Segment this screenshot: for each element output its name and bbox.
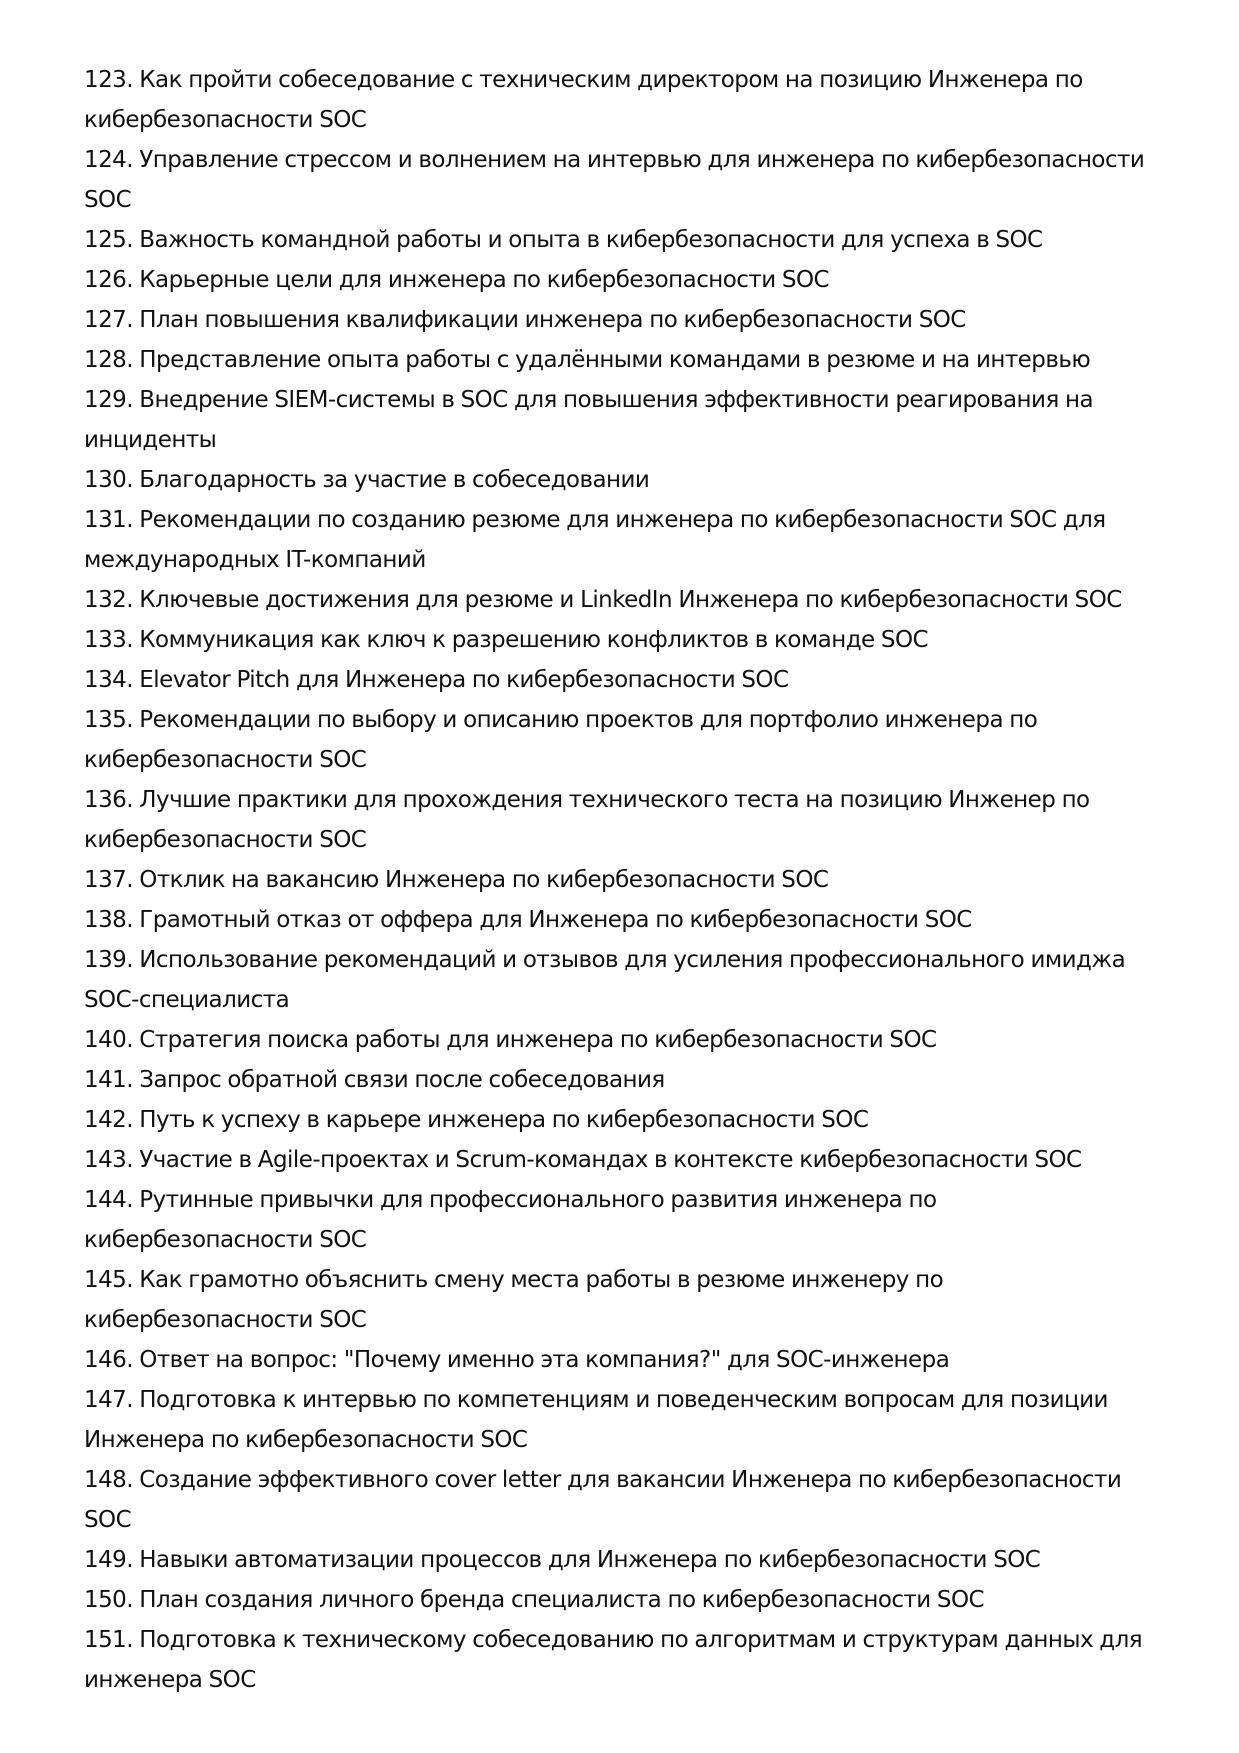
item-text-continuation: инциденты — [84, 427, 217, 453]
list-item — [84, 1380, 1174, 1460]
item-text: План создания личного бренда специалиста по кибербезопасности SOC — [139, 1587, 985, 1613]
item-number: 139. — [84, 947, 134, 973]
item-text: Рекомендации по созданию резюме для инженера по кибербезопасности SOC для — [139, 507, 1106, 533]
item-number: 125. — [84, 227, 134, 253]
item-text: Подготовка к техническому собеседованию по алгоритмам и структурам данных для — [139, 1627, 1143, 1653]
item-number: 143. — [84, 1147, 134, 1173]
document-page — [84, 60, 1174, 1700]
item-number: 127. — [84, 307, 134, 333]
item-number: 145. — [84, 1267, 134, 1293]
item-text-continuation: SOC-специалиста — [84, 987, 290, 1013]
list-item — [84, 900, 1174, 940]
item-text: Отклик на вакансию Инженера по кибербезопасности SOC — [139, 867, 829, 893]
item-text: Коммуникация как ключ к разрешению конфликтов в команде SOC — [139, 627, 929, 653]
item-number: 132. — [84, 587, 134, 613]
item-text: Представление опыта работы с удалёнными командами в резюме и на интервью — [139, 347, 1091, 373]
item-number: 129. — [84, 387, 134, 413]
item-text: Ответ на вопрос: "Почему именно эта компания?" для SOC-инженера — [139, 1347, 950, 1373]
item-number: 137. — [84, 867, 134, 893]
list-item — [84, 380, 1174, 460]
item-text: Стратегия поиска работы для инженера по кибербезопасности SOC — [139, 1027, 937, 1053]
item-number: 126. — [84, 267, 134, 293]
item-text: Создание эффективного cover letter для вакансии Инженера по кибербезопасности SOC — [84, 1467, 1122, 1533]
item-text: Управление стрессом и волнением на интервью для инженера по кибербезопасности — [139, 147, 1145, 173]
item-text-continuation: Инженера по кибербезопасности SOC — [84, 1427, 528, 1453]
item-number: 133. — [84, 627, 134, 653]
item-text: План повышения квалификации инженера по кибербезопасности SOC — [139, 307, 966, 333]
item-text: Участие в Agile-проектах и Scrum-командах в контексте кибербезопасности SOC — [139, 1147, 1082, 1173]
list-item — [84, 1340, 1174, 1380]
item-number: 131. — [84, 507, 134, 533]
list-item — [84, 620, 1174, 660]
item-text: Благодарность за участие в собеседовании — [139, 467, 650, 493]
list-item — [84, 1180, 1174, 1260]
item-text-continuation: международных IT-компаний — [84, 547, 426, 573]
item-number: 128. — [84, 347, 134, 373]
item-text-continuation: кибербезопасности SOC — [84, 107, 367, 133]
list-item — [84, 1580, 1174, 1620]
item-number: 134. — [84, 667, 134, 693]
list-item — [84, 500, 1174, 580]
list-item — [84, 940, 1174, 1020]
item-number: 149. — [84, 1547, 134, 1573]
item-number: 148. — [84, 1467, 134, 1493]
item-number: 151. — [84, 1627, 134, 1653]
list-item — [84, 1100, 1174, 1140]
list-item — [84, 580, 1174, 620]
item-text: Внедрение SIEM-системы в SOC для повышения эффективности реагирования на — [139, 387, 1094, 413]
item-number: 142. — [84, 1107, 134, 1133]
item-text-continuation: кибербезопасности SOC — [84, 1307, 367, 1333]
list-item — [84, 860, 1174, 900]
item-number: 147. — [84, 1387, 134, 1413]
item-text-continuation: инженера SOC — [84, 1667, 256, 1693]
list-item — [84, 1540, 1174, 1580]
item-number: 138. — [84, 907, 134, 933]
list-item — [84, 780, 1174, 860]
item-text: Elevator Pitch для Инженера по кибербезопасности SOC — [139, 667, 789, 693]
item-text: Запрос обратной связи после собеседования — [139, 1067, 665, 1093]
item-number: 150. — [84, 1587, 134, 1613]
list-item — [84, 1260, 1174, 1340]
item-number: 140. — [84, 1027, 134, 1053]
list-item — [84, 700, 1174, 780]
list-item — [84, 60, 1174, 140]
list-item — [84, 1140, 1174, 1180]
item-text: Рутинные привычки для профессионального развития инженера по — [139, 1187, 937, 1213]
item-text-continuation: кибербезопасности SOC — [84, 1227, 367, 1253]
list-item — [84, 1060, 1174, 1100]
item-number: 141. — [84, 1067, 134, 1093]
item-text: Как грамотно объяснить смену места работы в резюме инженеру по — [139, 1267, 944, 1293]
item-text: Путь к успеху в карьере инженера по кибербезопасности SOC — [139, 1107, 869, 1133]
item-text-continuation: SOC — [84, 187, 132, 213]
list-item — [84, 1460, 1174, 1540]
item-text: Подготовка к интервью по компетенциям и поведенческим вопросам для позиции — [139, 1387, 1108, 1413]
item-text: Грамотный отказ от оффера для Инженера по кибербезопасности SOC — [139, 907, 972, 933]
item-number: 124. — [84, 147, 134, 173]
list-item — [84, 220, 1174, 260]
item-text: Карьерные цели для инженера по кибербезопасности SOC — [139, 267, 830, 293]
item-text: Важность командной работы и опыта в кибербезопасности для успеха в SOC — [139, 227, 1043, 253]
item-text: Ключевые достижения для резюме и LinkedIn Инженера по кибербезопасности SOC — [139, 587, 1122, 613]
list-item — [84, 260, 1174, 300]
item-number: 144. — [84, 1187, 134, 1213]
list-item — [84, 1620, 1174, 1700]
item-text: Лучшие практики для прохождения технического теста на позицию Инженер по — [139, 787, 1090, 813]
item-text: Рекомендации по выбору и описанию проектов для портфолио инженера по — [139, 707, 1038, 733]
item-text: Как пройти собеседование с техническим директором на позицию Инженера по — [139, 67, 1083, 93]
item-number: 130. — [84, 467, 134, 493]
topic-list — [84, 60, 1174, 1700]
item-text-continuation: кибербезопасности SOC — [84, 827, 367, 853]
item-number: 146. — [84, 1347, 134, 1373]
list-item — [84, 140, 1174, 220]
item-text-continuation: кибербезопасности SOC — [84, 747, 367, 773]
list-item — [84, 1020, 1174, 1060]
item-text: Навыки автоматизации процессов для Инженера по кибербезопасности SOC — [139, 1547, 1041, 1573]
list-item — [84, 300, 1174, 340]
item-number: 123. — [84, 67, 134, 93]
list-item — [84, 340, 1174, 380]
item-number: 135. — [84, 707, 134, 733]
list-item — [84, 460, 1174, 500]
item-number: 136. — [84, 787, 134, 813]
item-text: Использование рекомендаций и отзывов для усиления профессионального имиджа — [139, 947, 1126, 973]
list-item — [84, 660, 1174, 700]
